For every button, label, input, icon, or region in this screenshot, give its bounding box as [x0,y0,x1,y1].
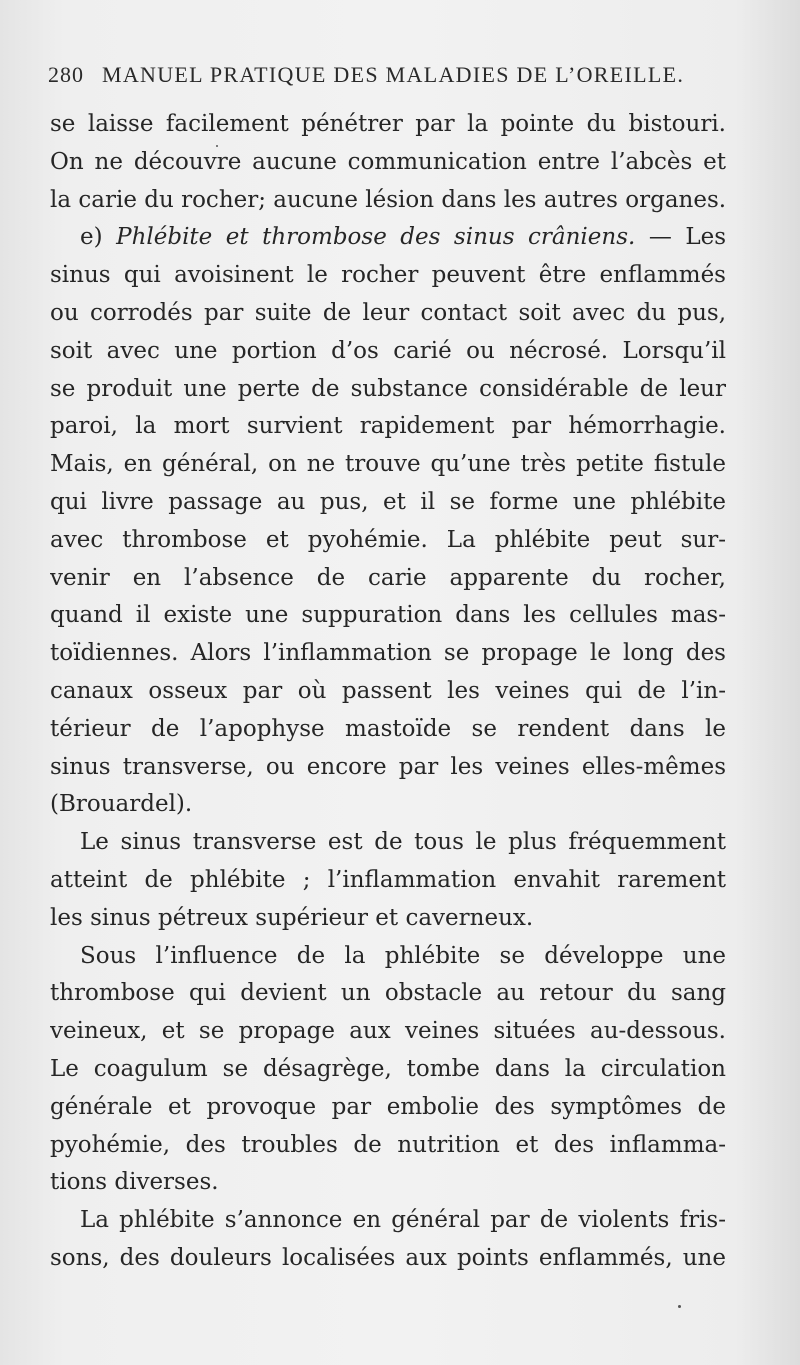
section-continuation: Les [685,224,726,251]
text-line: veineux, et se propage aux veines situées au-dessous. [50,1018,726,1045]
text-line: Le sinus transverse est de tous le plus fréquemment [80,829,726,856]
text-line: soit avec une portion d’os carié ou nécrosé. Lorsqu’il [50,337,726,364]
text-line: sinus transverse, ou encore par les veines elles-mêmes [50,753,726,780]
paper-speck [216,145,218,147]
section-marker: e) [80,224,103,251]
text-line: canaux osseux par où passent les veines qui de l’in- [50,677,726,704]
text-line: les sinus pétreux supérieur et caverneux. [50,904,534,931]
text-line: Le coagulum se désagrège, tombe dans la circulation [50,1055,726,1082]
text-line: qui livre passage au pus, et il se forme une phlébite [50,488,726,515]
running-header [48,62,748,98]
text-line: pyohémie, des troubles de nutrition et des inflamma- [50,1131,726,1158]
text-line: avec thrombose et pyohémie. La phlébite peut sur- [50,526,726,553]
body-text [50,106,726,1278]
section-dash: — [648,224,672,251]
text-line: thrombose qui devient un obstacle au retour du sang [50,980,726,1007]
section-heading-line [50,219,726,257]
text-line: venir en l’absence de carie apparente du rocher, [50,564,726,591]
text-line: la carie du rocher; aucune lésion dans les autres organes. [50,186,726,213]
text-line: Mais, en général, on ne trouve qu’une très petite fistule [50,451,726,478]
text-line: générale et provoque par embolie des symptômes de [50,1093,726,1120]
text-line: se laisse facilement pénétrer par la pointe du bistouri. [50,111,726,137]
text-line: (Brouardel). [50,791,193,818]
text-line: atteint de phlébite ; l’inflammation envahit rarement [50,866,726,893]
text-line: sinus qui avoisinent le rocher peuvent être enflammés [50,262,726,289]
text-line: toïdiennes. Alors l’inflammation se propage le long des [50,640,726,667]
text-line: On ne découvre aucune communication entre l’abcès et [50,148,726,175]
text-line: Sous l’influence de la phlébite se développe une [80,942,726,969]
page-number: 280 [48,62,84,87]
text-line: ou corrodés par suite de leur contact soit avec du pus, [50,299,726,326]
text-line: tions diverses. [50,1169,219,1196]
section-title: Phlébite et thrombose des sinus crâniens. [116,224,636,251]
running-title: MANUEL PRATIQUE DES MALADIES DE L’OREILLE. [102,62,685,87]
paper-speck [678,1305,681,1308]
text-line: La phlébite s’annonce en général par de violents fris- [80,1207,726,1234]
text-line: se produit une perte de substance considérable de leur [50,375,726,402]
text-line: térieur de l’apophyse mastoïde se rendent dans le [50,715,726,742]
text-line: quand il existe une suppuration dans les cellules mas- [50,602,726,629]
text-line: sons, des douleurs localisées aux points enflammés, une [50,1244,726,1271]
text-line: paroi, la mort survient rapidement par hémorrhagie. [50,413,726,440]
